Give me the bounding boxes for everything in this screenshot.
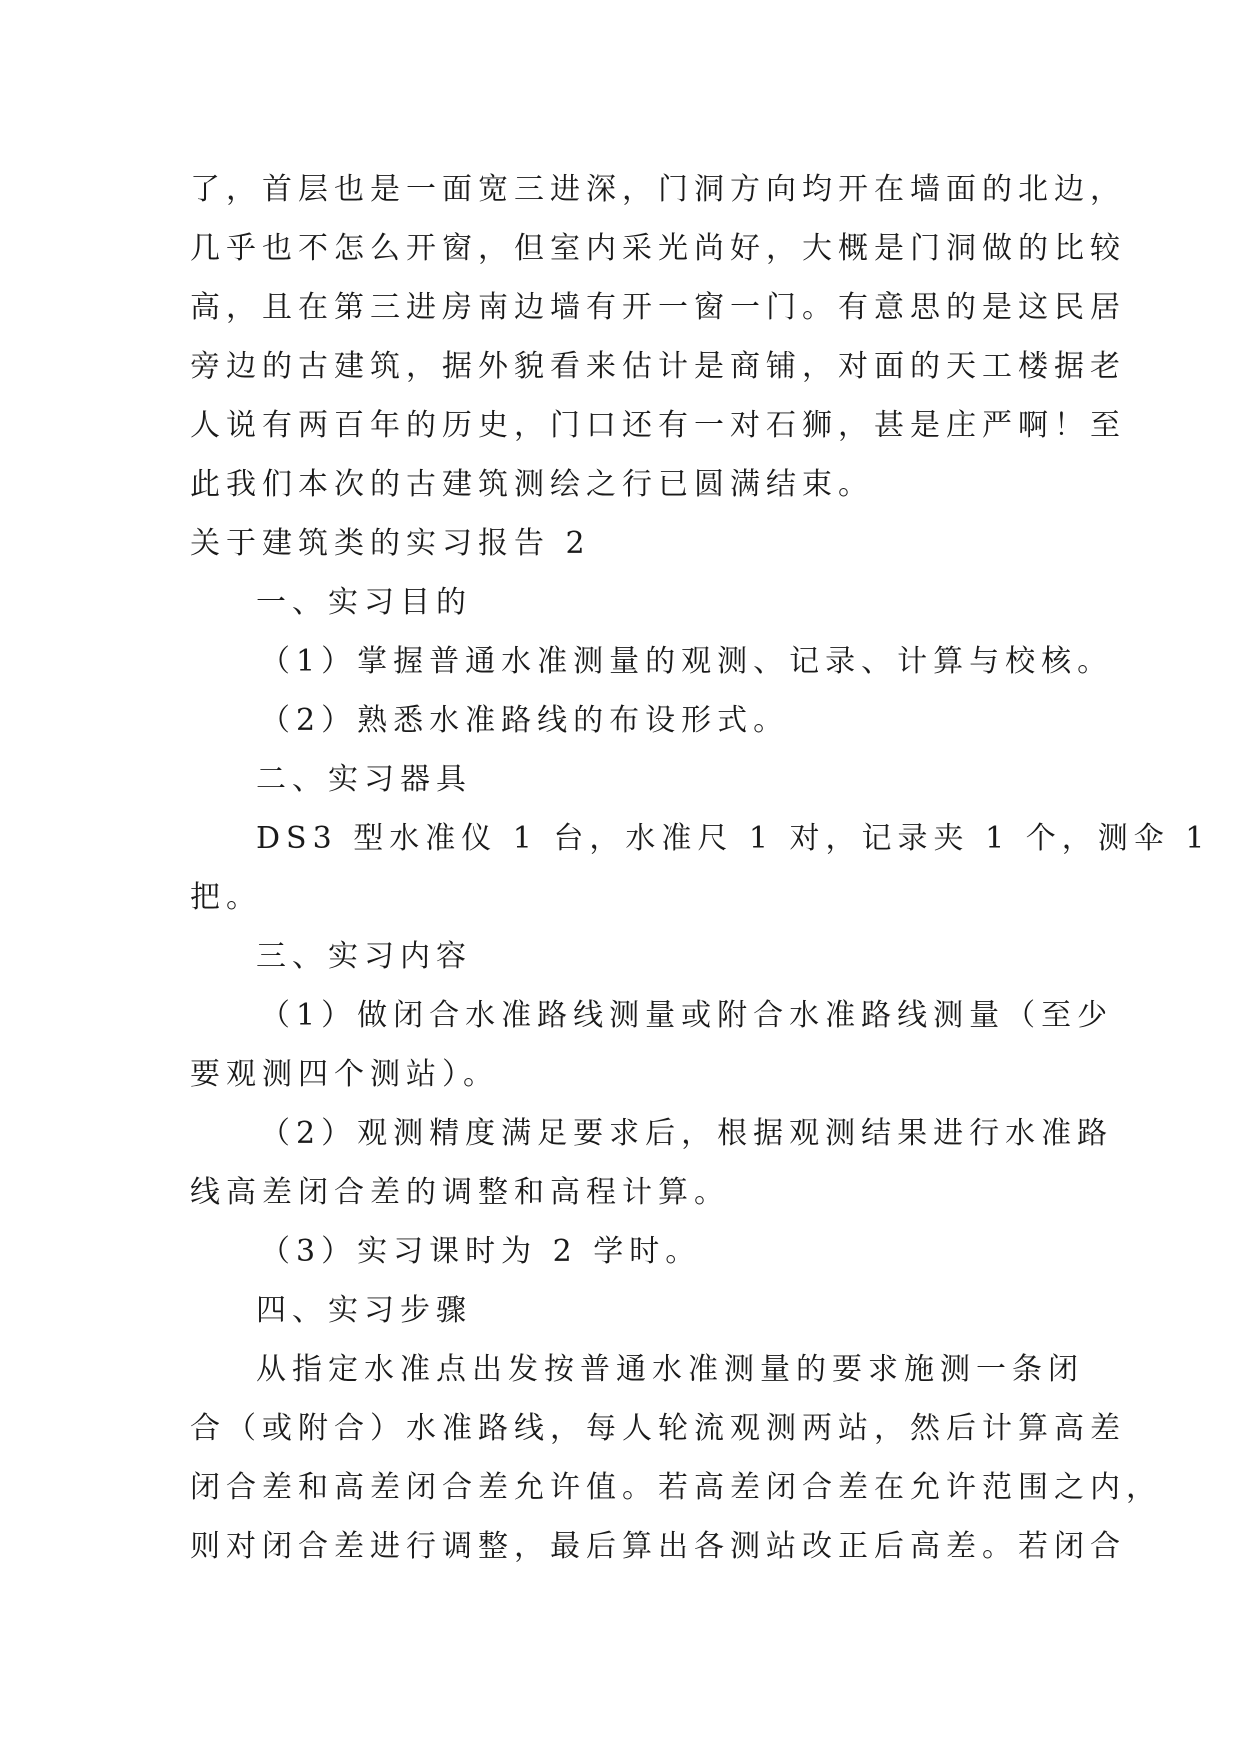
paragraph-line: DS3 型水准仪 1 台，水准尺 1 对，记录夹 1 个，测伞 1 xyxy=(256,821,1211,856)
section-heading: 三、实习内容 xyxy=(256,939,472,974)
section-heading: 一、实习目的 xyxy=(256,585,472,620)
paragraph-line: 人说有两百年的历史，门口还有一对石狮，甚是庄严啊！至 xyxy=(190,408,1126,443)
list-item: （2）观测精度满足要求后，根据观测结果进行水准路 xyxy=(260,1116,1114,1151)
paragraph-line: 闭合差和高差闭合差允许值。若高差闭合差在允许范围之内， xyxy=(190,1470,1162,1505)
list-item: （2）熟悉水准路线的布设形式。 xyxy=(260,703,790,738)
paragraph-line: 几乎也不怎么开窗，但室内采光尚好，大概是门洞做的比较 xyxy=(190,231,1126,266)
paragraph-line: 从指定水准点出发按普通水准测量的要求施测一条闭 xyxy=(256,1352,1084,1387)
paragraph-line: 线高差闭合差的调整和高程计算。 xyxy=(190,1175,730,1210)
report-title: 关于建筑类的实习报告 2 xyxy=(190,526,591,561)
paragraph-line: 要观测四个测站）。 xyxy=(190,1057,499,1092)
paragraph-line: 则对闭合差进行调整，最后算出各测站改正后高差。若闭合 xyxy=(190,1529,1126,1564)
paragraph-line: 了，首层也是一面宽三进深，门洞方向均开在墙面的北边， xyxy=(190,172,1126,207)
list-item: （1）掌握普通水准测量的观测、记录、计算与校核。 xyxy=(260,644,1114,679)
section-heading: 四、实习步骤 xyxy=(256,1293,472,1328)
paragraph-line: 合（或附合）水准路线，每人轮流观测两站，然后计算高差 xyxy=(190,1411,1126,1446)
paragraph-line: 此我们本次的古建筑测绘之行已圆满结束。 xyxy=(190,467,874,502)
list-item: （1）做闭合水准路线测量或附合水准路线测量（至少 xyxy=(260,998,1114,1033)
section-heading: 二、实习器具 xyxy=(256,762,472,797)
paragraph-line: 把。 xyxy=(190,880,262,915)
list-item: （3）实习课时为 2 学时。 xyxy=(260,1234,702,1269)
paragraph-line: 高，且在第三进房南边墙有开一窗一门。有意思的是这民居 xyxy=(190,290,1126,325)
paragraph-line: 旁边的古建筑，据外貌看来估计是商铺，对面的天工楼据老 xyxy=(190,349,1126,384)
